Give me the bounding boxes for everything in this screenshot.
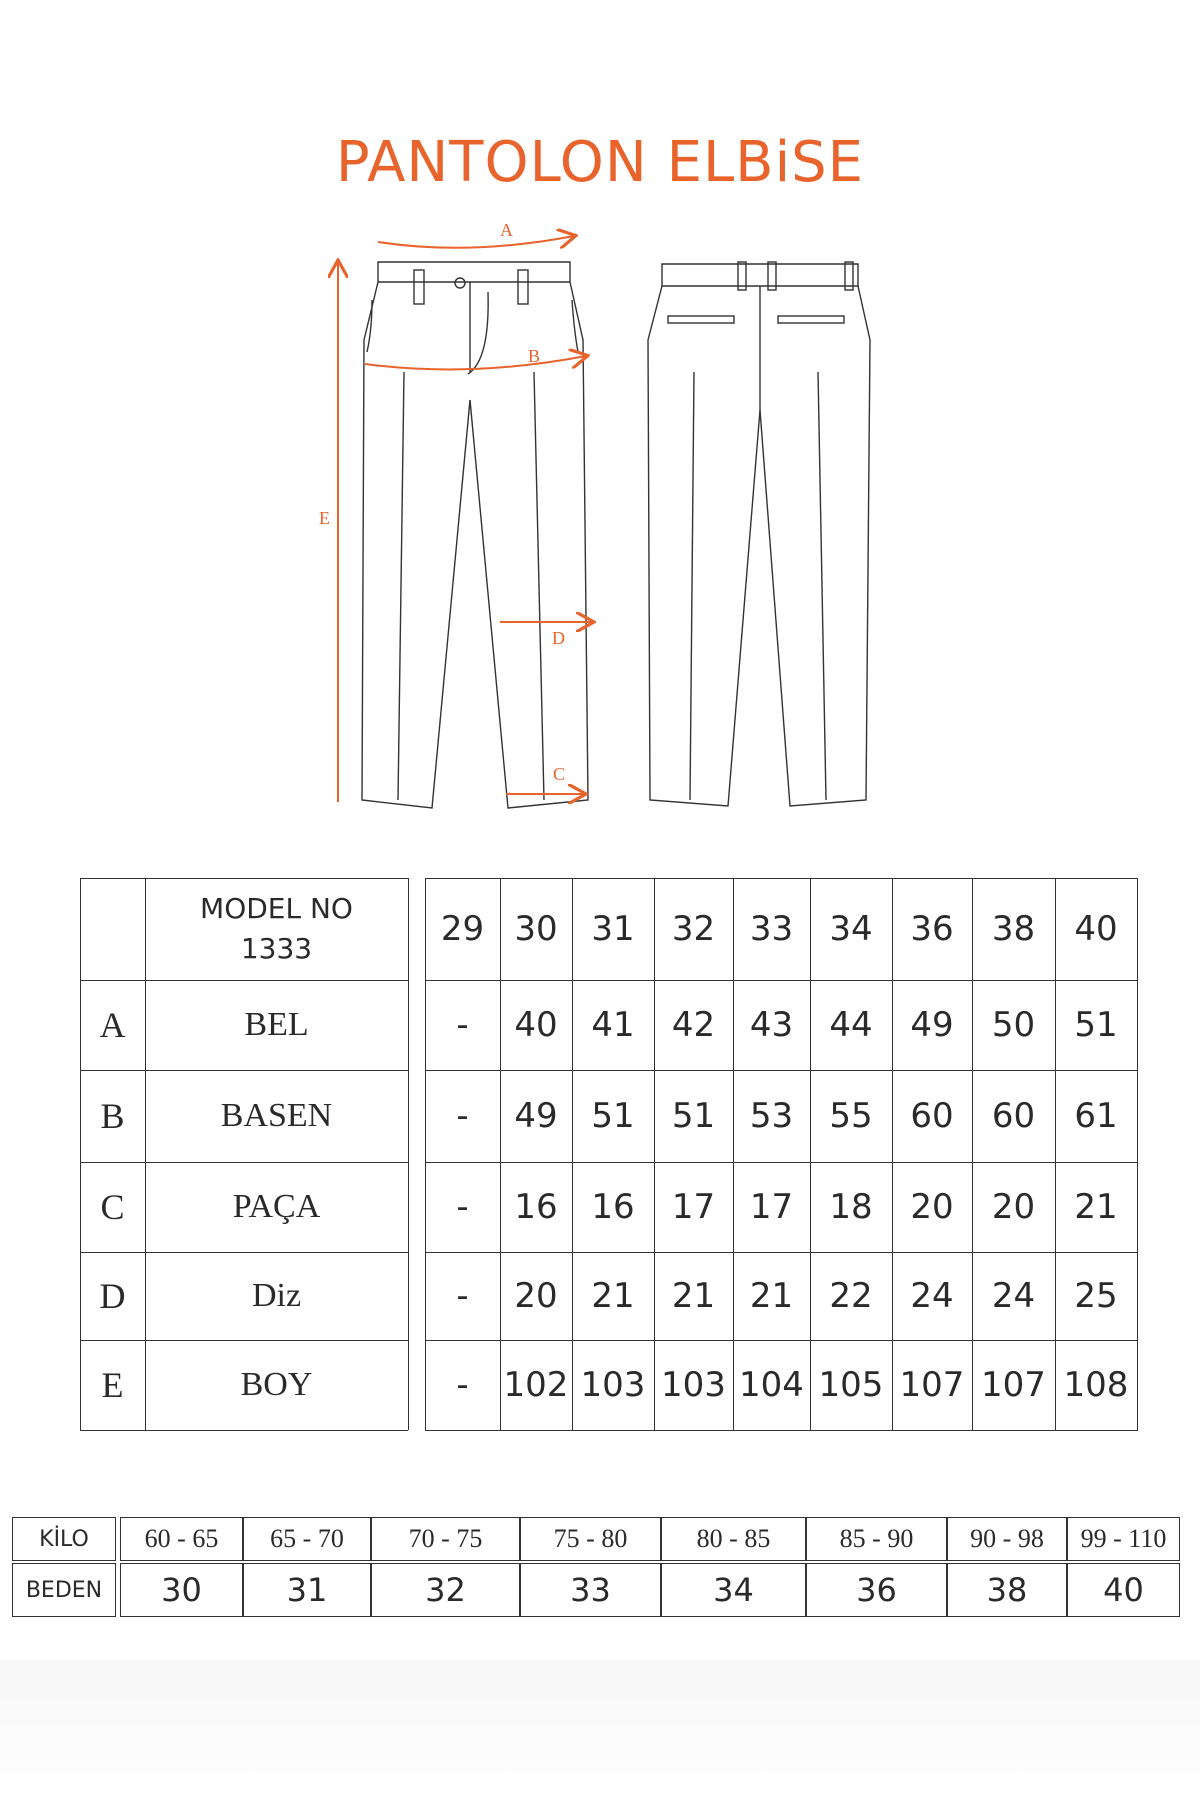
size-value-cell: 21 xyxy=(1074,1187,1118,1227)
size-header: 31 xyxy=(591,909,635,949)
size-header: 34 xyxy=(829,909,873,949)
size-value-cell: - xyxy=(456,1187,469,1227)
size-value-cell: 17 xyxy=(749,1187,794,1227)
arrow-a xyxy=(378,236,574,248)
kilo-range: 99 - 110 xyxy=(1067,1517,1180,1561)
size-value-cell: 53 xyxy=(749,1096,794,1136)
row-name: BASEN xyxy=(220,1097,333,1134)
size-value-cell: 102 xyxy=(503,1365,569,1405)
size-value-cell: 21 xyxy=(591,1276,635,1316)
trousers-front xyxy=(362,262,588,808)
bottom-fade xyxy=(0,1660,1200,1800)
size-value-cell: 21 xyxy=(749,1276,794,1316)
size-value-cell: 105 xyxy=(818,1365,884,1405)
size-value-cell: 42 xyxy=(671,1005,716,1045)
size-value-cell: 49 xyxy=(514,1096,558,1136)
beden-size: 36 xyxy=(806,1563,947,1617)
size-value-cell: 49 xyxy=(910,1005,954,1045)
kilo-range: 85 - 90 xyxy=(806,1517,947,1561)
row-letter: B xyxy=(100,1096,125,1136)
size-value-cell: 18 xyxy=(829,1187,873,1227)
size-value-cell: 20 xyxy=(910,1187,954,1227)
size-value-cell: 44 xyxy=(829,1005,873,1045)
kilo-range: 90 - 98 xyxy=(947,1517,1067,1561)
left-table-edge xyxy=(408,878,409,1430)
size-value-cell: 107 xyxy=(899,1365,965,1405)
size-value-cell: 107 xyxy=(981,1365,1046,1405)
beden-size: 38 xyxy=(947,1563,1067,1617)
beden-label: BEDEN xyxy=(12,1563,116,1617)
kilo-range: 80 - 85 xyxy=(661,1517,806,1561)
model-number-header xyxy=(145,878,408,980)
size-header: 32 xyxy=(671,909,716,949)
size-value-cell: 22 xyxy=(829,1276,873,1316)
left-table-row-line xyxy=(80,1430,408,1431)
size-value-cell: 51 xyxy=(671,1096,716,1136)
size-header: 33 xyxy=(749,909,794,949)
row-letter: C xyxy=(100,1187,125,1227)
size-value-cell: 108 xyxy=(1063,1365,1129,1405)
size-value-cell: - xyxy=(456,1096,469,1136)
size-header: 40 xyxy=(1074,909,1118,949)
size-value-cell: 104 xyxy=(739,1365,804,1405)
size-header: 29 xyxy=(440,909,485,949)
beden-size: 32 xyxy=(371,1563,520,1617)
trousers-illustration xyxy=(0,0,1200,830)
size-value-cell: 20 xyxy=(991,1187,1036,1227)
size-header: 36 xyxy=(910,909,954,949)
label-e: E xyxy=(319,508,330,528)
size-value-cell: 51 xyxy=(1074,1005,1118,1045)
size-value-cell: - xyxy=(456,1276,469,1316)
beden-size: 40 xyxy=(1067,1563,1180,1617)
kilo-range: 70 - 75 xyxy=(371,1517,520,1561)
size-value-cell: 55 xyxy=(829,1096,873,1136)
row-name: PAÇA xyxy=(232,1188,321,1225)
row-name: BEL xyxy=(244,1006,309,1043)
size-value-cell: 103 xyxy=(580,1365,646,1405)
right-table-col-line xyxy=(1137,878,1138,1430)
size-value-cell: 61 xyxy=(1074,1096,1118,1136)
label-a: A xyxy=(500,220,513,240)
size-value-cell: 20 xyxy=(514,1276,558,1316)
size-value-cell: 17 xyxy=(671,1187,716,1227)
size-value-cell: - xyxy=(456,1365,469,1405)
model-no: 1333 xyxy=(240,932,313,965)
kilo-range: 65 - 70 xyxy=(243,1517,371,1561)
size-value-cell: 40 xyxy=(514,1005,558,1045)
size-value-cell: 41 xyxy=(591,1005,635,1045)
right-table-row-line xyxy=(425,1430,1138,1431)
size-value-cell: 60 xyxy=(910,1096,954,1136)
row-letter: A xyxy=(99,1005,126,1045)
page-title: PANTOLON ELBiSE xyxy=(335,130,865,195)
row-name: Diz xyxy=(251,1277,302,1314)
size-value-cell: 24 xyxy=(991,1276,1036,1316)
size-value-cell: 60 xyxy=(991,1096,1036,1136)
size-value-cell: 43 xyxy=(749,1005,794,1045)
size-value-cell: 16 xyxy=(514,1187,558,1227)
size-header: 30 xyxy=(514,909,558,949)
size-value-cell: 21 xyxy=(671,1276,716,1316)
beden-size: 34 xyxy=(661,1563,806,1617)
row-letter: D xyxy=(99,1276,126,1316)
beden-size: 30 xyxy=(120,1563,243,1617)
size-header: 38 xyxy=(991,909,1036,949)
label-c: C xyxy=(553,764,566,784)
label-d: D xyxy=(552,628,565,648)
kilo-label: KİLO xyxy=(12,1517,116,1561)
kilo-range: 75 - 80 xyxy=(520,1517,661,1561)
row-name: BOY xyxy=(240,1366,313,1403)
kilo-range: 60 - 65 xyxy=(120,1517,243,1561)
label-b: B xyxy=(528,346,541,366)
size-value-cell: 16 xyxy=(591,1187,635,1227)
size-value-cell: 25 xyxy=(1074,1276,1118,1316)
size-value-cell: 103 xyxy=(661,1365,726,1405)
model-label: MODEL NO xyxy=(200,892,353,925)
size-value-cell: 51 xyxy=(591,1096,635,1136)
beden-size: 31 xyxy=(243,1563,371,1617)
size-value-cell: - xyxy=(456,1005,469,1045)
trousers-back xyxy=(648,262,870,806)
row-letter: E xyxy=(101,1365,124,1405)
size-value-cell: 50 xyxy=(991,1005,1036,1045)
size-value-cell: 24 xyxy=(910,1276,954,1316)
beden-size: 33 xyxy=(520,1563,661,1617)
